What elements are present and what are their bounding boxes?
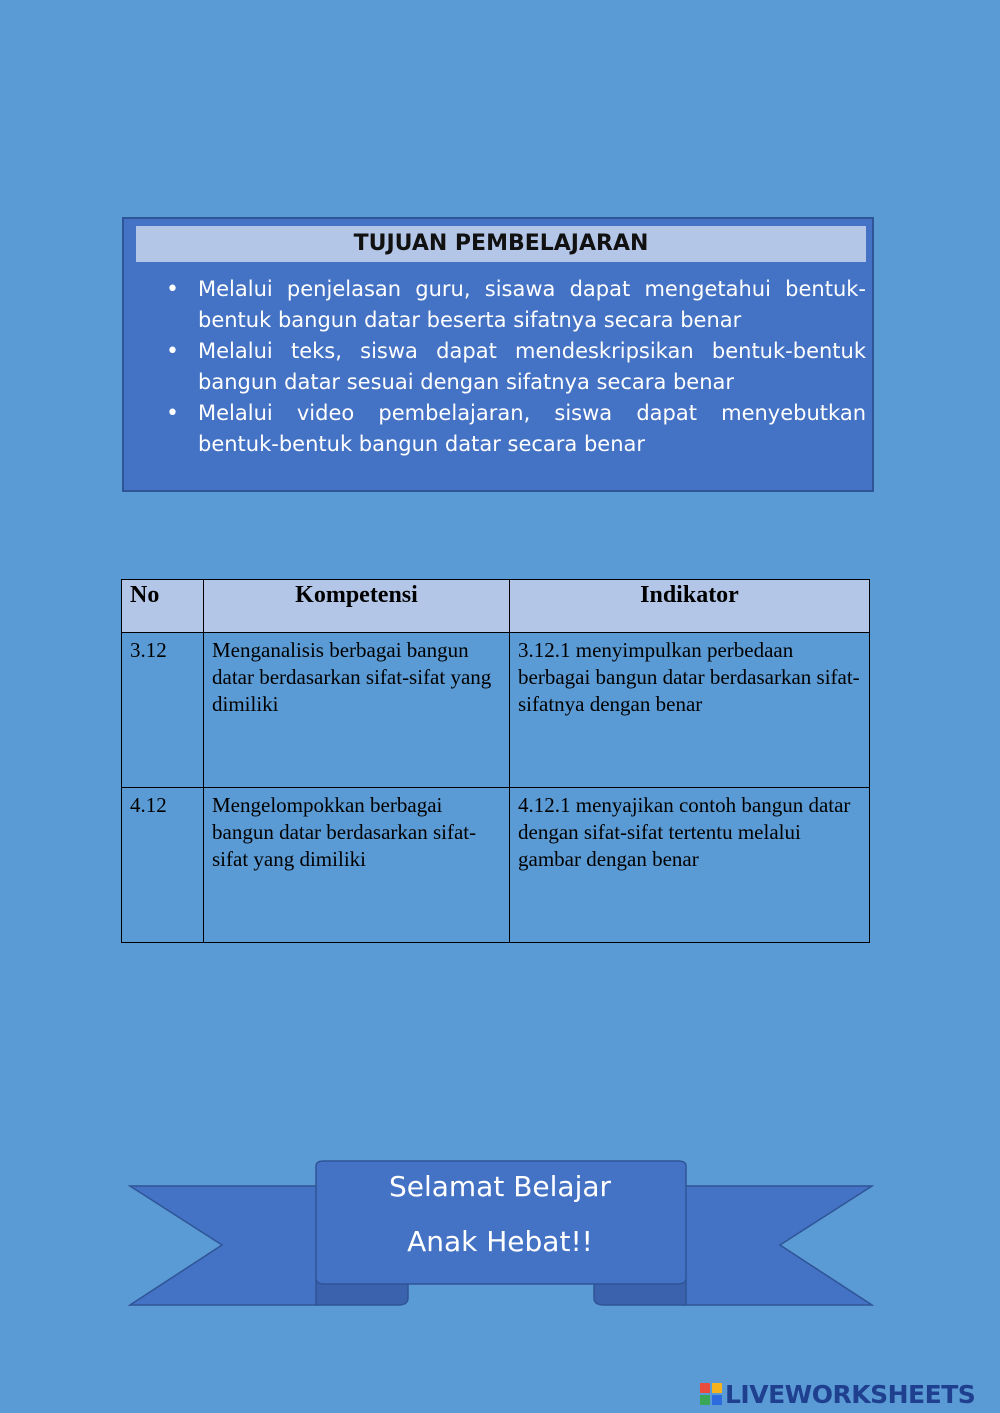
- ribbon-right-tail: [684, 1186, 872, 1305]
- ribbon-left-tail: [130, 1186, 318, 1305]
- header-no: No: [122, 580, 204, 633]
- header-indikator: Indikator: [510, 580, 870, 633]
- cell-kompetensi: Mengelompokkan berbagai bangun datar berdasarkan sifat-sifat yang dimiliki: [204, 788, 510, 943]
- liveworksheets-logo-icon: [700, 1383, 722, 1405]
- objective-item: • Melalui penjelasan guru, sisawa dapat mengetahui bentuk-bentuk bangun datar beserta sifatnya secara benar: [198, 274, 866, 336]
- header-kompetensi: Kompetensi: [204, 580, 510, 633]
- cell-no: 3.12: [122, 633, 204, 788]
- table-row: [122, 788, 870, 943]
- table-header-row: [122, 580, 870, 633]
- objectives-list: [168, 274, 866, 460]
- banner-line-1: Selamat Belajar: [388, 1170, 612, 1203]
- objective-item: • Melalui video pembelajaran, siswa dapat menyebutkan bentuk-bentuk bangun datar secara benar: [198, 398, 866, 460]
- cell-kompetensi: Menganalisis berbagai bangun datar berdasarkan sifat-sifat yang dimiliki: [204, 633, 510, 788]
- competency-table: [121, 579, 870, 943]
- cell-indikator: 3.12.1 menyimpulkan perbedaan berbagai bangun datar berdasarkan sifat-sifatnya dengan benar: [510, 633, 870, 788]
- table-row: [122, 633, 870, 788]
- objectives-box: [122, 217, 874, 492]
- cell-indikator: 4.12.1 menyajikan contoh bangun datar dengan sifat-sifat tertentu melalui gambar dengan benar: [510, 788, 870, 943]
- cell-no: 4.12: [122, 788, 204, 943]
- objective-item: • Melalui teks, siswa dapat mendeskripsikan bentuk-bentuk bangun datar sesuai dengan sifatnya secara benar: [198, 336, 866, 398]
- objectives-title: TUJUAN PEMBELAJARAN: [136, 226, 866, 262]
- liveworksheets-watermark: [700, 1378, 975, 1410]
- banner-line-2: Anak Hebat!!: [407, 1225, 593, 1258]
- watermark-text: LIVEWORKSHEETS: [725, 1379, 976, 1409]
